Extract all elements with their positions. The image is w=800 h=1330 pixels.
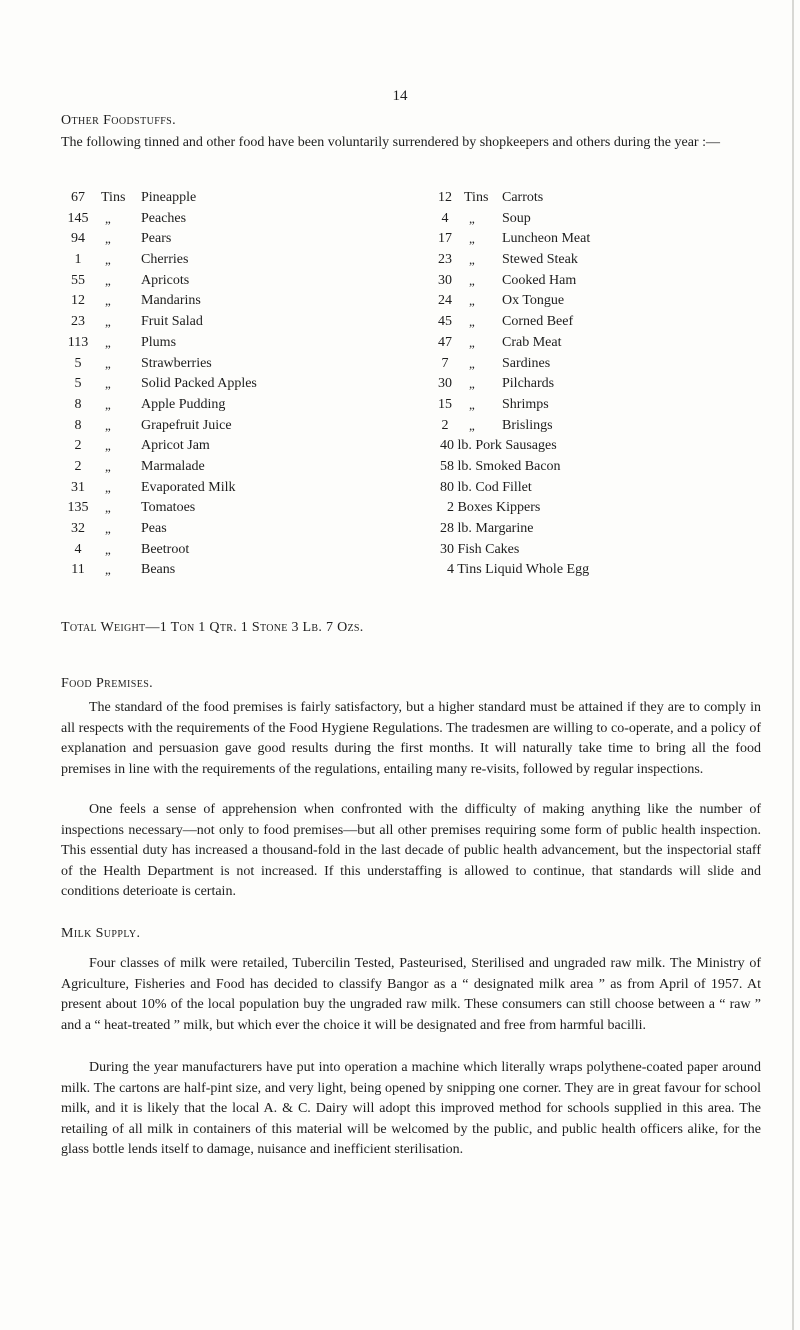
list-item: 4 „ Soup [441, 210, 531, 226]
other-foodstuffs-heading: Other Foodstuffs. [61, 113, 177, 128]
list-item: 113 „ Plums [67, 334, 177, 350]
milk-supply-paragraph-1: Four classes of milk were retailed, Tubercilin Tested, Pasteurised, Sterilised and ungraded raw milk. The Ministry of Agriculture, Fisheries and Food has decided to classify Bangor as a “ designated milk area ” as from April of 1957. At present about 10% of the local population buy the ungraded raw milk. These consumers can still choose between a “ raw ” and a “ heat-treated ” milk, but which ever the choice it will be designated and free from harmful bacilli. [61, 956, 761, 1033]
page-number: 14 [392, 88, 408, 104]
list-item: 17 „ Luncheon Meat [438, 231, 591, 247]
page-edge-shadow [792, 0, 794, 1330]
list-item: 30 „ Pilchards [438, 376, 555, 392]
list-item: 4 „ Beetroot [74, 541, 190, 557]
list-item: 28 lb. Margarine [440, 521, 534, 536]
list-item: 80 lb. Cod Fillet [440, 479, 532, 495]
list-item: 40 lb. Pork Sausages [440, 438, 557, 454]
food-premises-paragraph-2: One feels a sense of apprehension when confronted with the difficulty of making anything like the number of inspections necessary—not only to food premises—but all other premises requiring some form of public health inspection. This essential duty has increased a thousand-fold in the last decade of public health advancement, but the inspectorial staff of the Health Department is not increased. If this understaffing is allowed to continue, that standards will slide and conditions deterioate is certain. [61, 802, 761, 900]
list-item: 32 „ Peas [71, 521, 167, 536]
list-item: 2 „ Brislings [441, 417, 553, 433]
list-item: 1 „ Cherries [74, 252, 189, 268]
list-item: 31 „ Evaporated Milk [71, 479, 236, 495]
list-item: 5 „ Solid Packed Apples [74, 376, 257, 392]
food-premises-heading: Food Premises. [61, 676, 154, 691]
milk-supply-heading: Milk Supply. [61, 926, 141, 941]
list-item: 12 Tins Carrots [438, 190, 544, 205]
right-foodstuffs-list [434, 188, 774, 581]
list-item: 58 lb. Smoked Bacon [440, 458, 561, 474]
list-item: 15 „ Shrimps [438, 396, 549, 412]
list-item: 12 „ Mandarins [71, 293, 201, 309]
list-item: 67 Tins Pineapple [71, 190, 197, 205]
food-premises-paragraph-1: The standard of the food premises is fairly satisfactory, but a higher standard must be attained if they are to comply in all respects with the requirements of the Food Hygiene Regulations. The tradesmen are willing to co-operate, and a policy of explanation and persuasion gave good results during the first months. It will naturally take time to bring all the food premises in line with the requirements of the regulations, entailing many re-visits, followed by regular inspections. [61, 700, 761, 777]
list-item: 55 „ Apricots [71, 272, 190, 288]
list-item: 45 „ Corned Beef [438, 314, 574, 330]
list-item: 2 „ Marmalade [74, 458, 205, 474]
list-item: 94 „ Pears [71, 231, 172, 247]
list-item: 11 „ Beans [71, 562, 176, 578]
list-item: 7 „ Sardines [441, 355, 551, 371]
list-item: 47 „ Crab Meat [438, 334, 562, 350]
list-item: 24 „ Ox Tongue [438, 293, 565, 309]
list-item: 23 „ Fruit Salad [71, 314, 203, 330]
list-item: 30 „ Cooked Ham [438, 272, 577, 288]
milk-supply-paragraph-2: During the year manufacturers have put into operation a machine which literally wraps polythene-coated paper around milk. The cartons are half-pint size, and very light, being opened by snipping one corner. They are in great favour for school milk, and it is likely that the local A. & C. Dairy will adopt this improved method for schools supplied in this area. The retailing of all milk in containers of this material will be welcomed by the public, and public health officers alike, for the glass bottle lends itself to damage, nuisance and inefficient sterilisation. [61, 1060, 761, 1158]
left-foodstuffs-list [61, 188, 381, 581]
list-item: 2 „ Apricot Jam [74, 438, 210, 454]
list-item: 8 „ Apple Pudding [74, 396, 226, 412]
list-item: 5 „ Strawberries [74, 355, 212, 371]
total-weight: Total Weight—1 Ton 1 Qtr. 1 Stone 3 Lb. 7 Ozs. [61, 620, 364, 635]
list-item: 23 „ Stewed Steak [438, 252, 578, 268]
list-item: 135 „ Tomatoes [67, 500, 196, 516]
list-item: 4 Tins Liquid Whole Egg [447, 562, 590, 578]
other-foodstuffs-intro: The following tinned and other food have been voluntarily surrendered by shopkeepers and others during the year :— [61, 135, 720, 150]
list-item: 30 Fish Cakes [440, 541, 520, 557]
list-item: 8 „ Grapefruit Juice [74, 417, 232, 433]
list-item: 145 „ Peaches [67, 210, 187, 226]
list-item: 2 Boxes Kippers [447, 500, 541, 516]
